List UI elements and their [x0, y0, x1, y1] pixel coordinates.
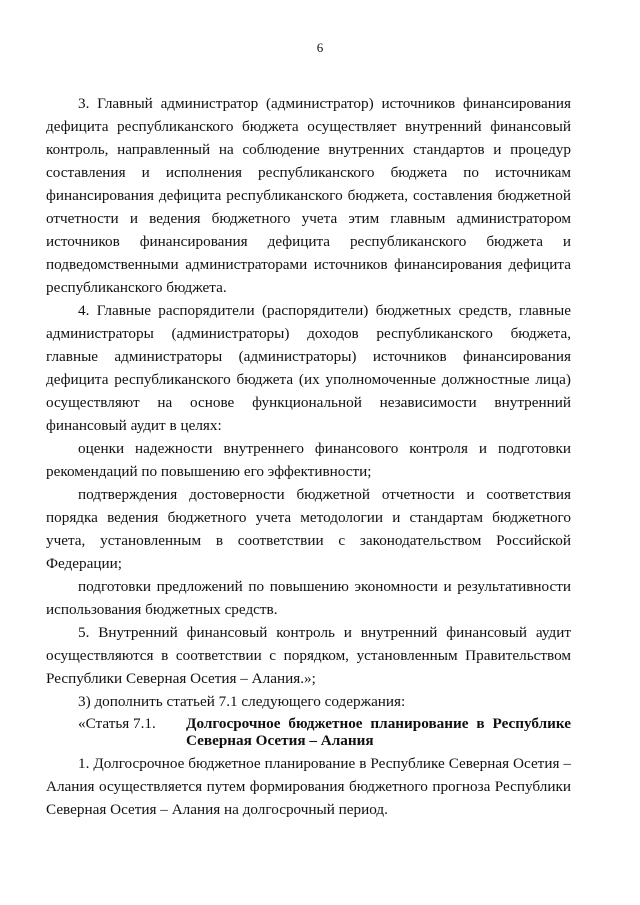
paragraph-item-3: 3. Главный администратор (администратор) источников финансирования дефицита республиканского бюджета осуществляет внутренний финансовый контроль, направленный на соблюдение внутренних стандартов и процедур составления и исполнения республиканского бюджета по источникам финансирования дефицита республиканского бюджета, составления бюджетной отчетности и ведения бюджетного учета этим главным администратором источников финансирования дефицита республиканского бюджета и подведомственными администраторами источников финансирования дефицита республиканского бюджета.	[46, 95, 571, 296]
article-heading	[46, 713, 571, 751]
paragraph-audit-goal-reliability: оценки надежности внутреннего финансового контроля и подготовки рекомендаций по повышению его эффективности;	[46, 440, 571, 480]
paragraph-article-item-1: 1. Долгосрочное бюджетное планирование в Республике Северная Осетия – Алания осуществляется путем формирования бюджетного прогноза Республики Северная Осетия – Алания на долгосрочный период.	[46, 755, 571, 818]
paragraph-item-5: 5. Внутренний финансовый контроль и внутренний финансовый аудит осуществляются в соответствии с порядком, установленным Правительством Республики Северная Осетия – Алания.»;	[46, 624, 571, 687]
paragraph-audit-goal-efficiency: подготовки предложений по повышению экономности и результативности использования бюджетных средств.	[46, 578, 571, 618]
document-body	[46, 92, 571, 821]
paragraph-amendment-3: 3) дополнить статьей 7.1 следующего содержания:	[78, 693, 406, 710]
page-number: 6	[316, 40, 324, 55]
paragraph-audit-goal-reporting: подтверждения достоверности бюджетной отчетности и соответствия порядка ведения бюджетного учета методологии и стандартам бюджетного учета, установленным в соответствии с законодательством Российской Федерации;	[46, 486, 571, 572]
paragraph-item-4: 4. Главные распорядители (распорядители) бюджетных средств, главные администраторы (администраторы) доходов республиканского бюджета, главные администраторы (администраторы) источников финансирования дефицита республиканского бюджета (их уполномоченные должностные лица) осуществляют на основе функциональной независимости внутренний финансовый аудит в целях:	[46, 302, 571, 434]
article-title: Долгосрочное бюджетное планирование в Республике Северная Осетия – Алания	[186, 715, 571, 749]
article-number: «Статья 7.1.	[78, 715, 156, 732]
